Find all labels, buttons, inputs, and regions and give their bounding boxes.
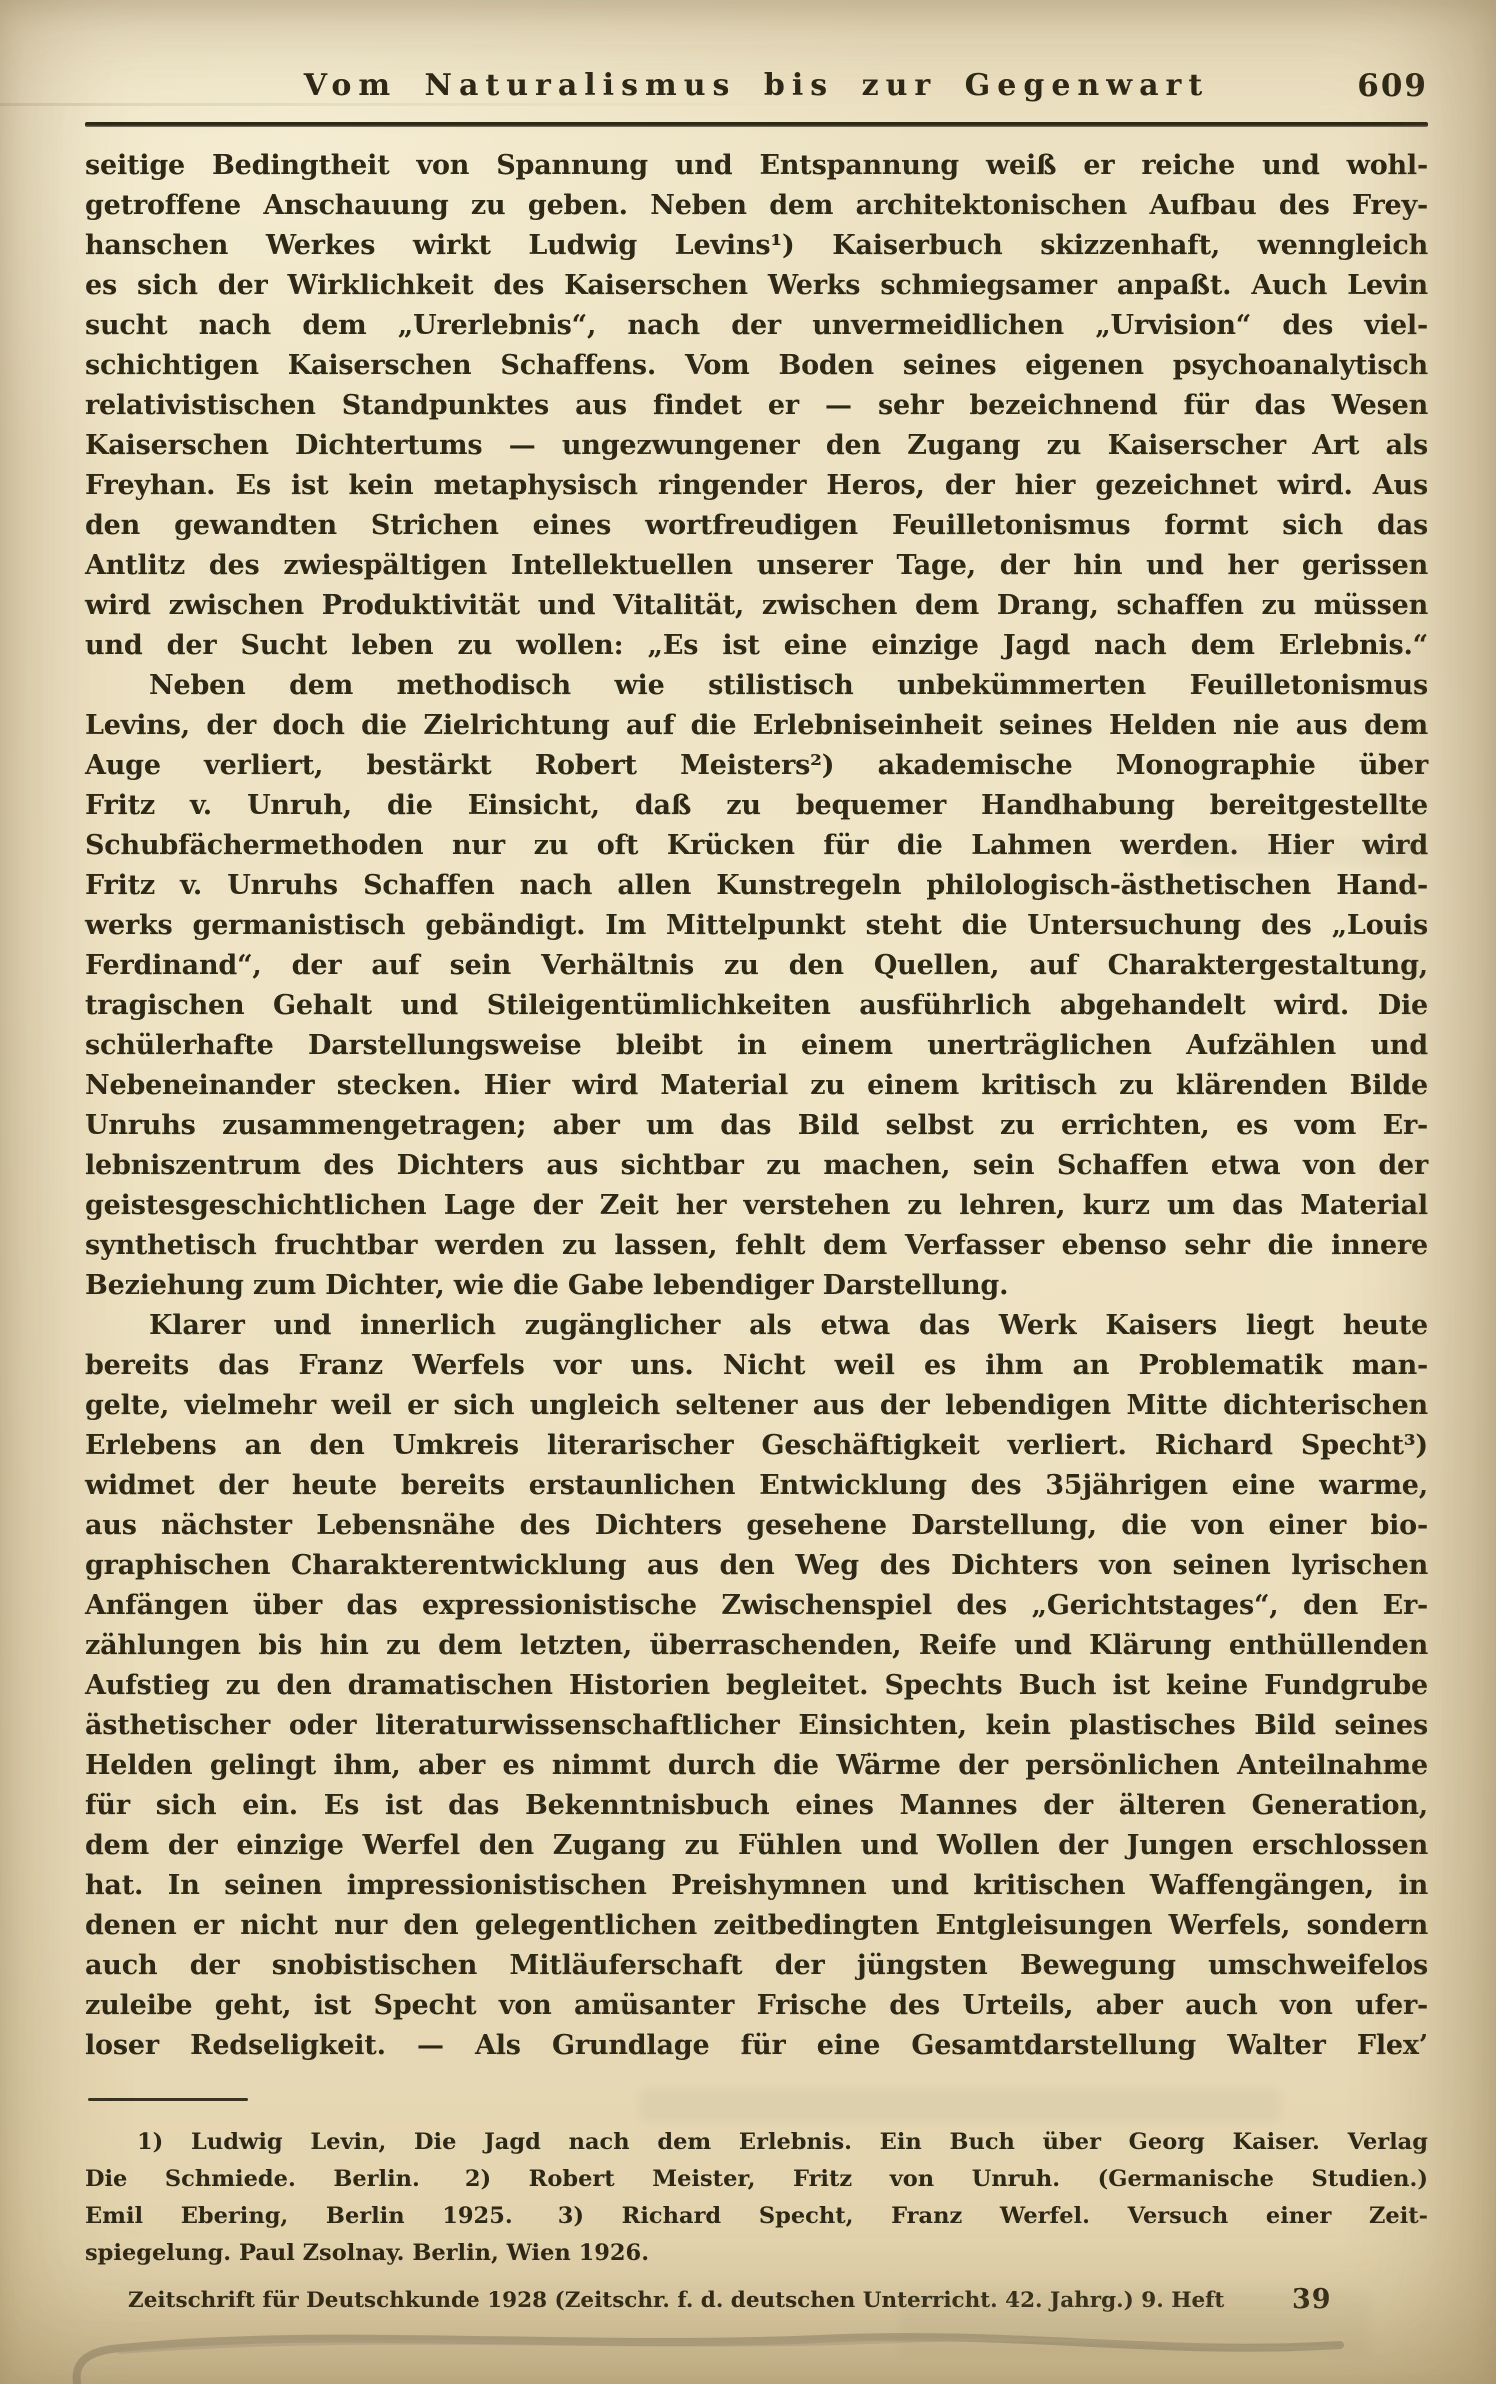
text-line: synthetisch fruchtbar werden zu lassen, fehlt dem Verfasser ebenso sehr die innere bbox=[85, 1230, 1428, 1261]
text-line: es sich der Wirklichkeit des Kaiserschen Werks schmiegsamer anpaßt. Auch Levin bbox=[85, 270, 1428, 301]
text-line: Fritz v. Unruhs Schaffen nach allen Kunstregeln philologisch-ästhetischen Hand- bbox=[85, 870, 1428, 901]
text-line: gelte, vielmehr weil er sich ungleich seltener aus der lebendigen Mitte dichterischen bbox=[85, 1390, 1428, 1421]
text-line: tragischen Gehalt und Stileigentümlichkeiten ausführlich abgehandelt wird. Die bbox=[85, 990, 1428, 1021]
journal-imprint: Zeitschrift für Deutschkunde 1928 (Zeitschr. f. d. deutschen Unterricht. 42. Jahrg.) 9. Heft bbox=[128, 2288, 1225, 2313]
footnote-separator bbox=[88, 2098, 248, 2101]
text-line: Levins, der doch die Zielrichtung auf die Erlebniseinheit seines Helden nie aus dem bbox=[85, 710, 1428, 741]
text-line: Fritz v. Unruh, die Einsicht, daß zu bequemer Handhabung bereitgestellte bbox=[85, 790, 1428, 821]
running-title: Vom Naturalismus bis zur Gegenwart bbox=[303, 68, 1210, 103]
page-number: 609 bbox=[1357, 68, 1428, 104]
text-line: Anfängen über das expressionistische Zwischenspiel des „Gerichtstages“, den Er- bbox=[85, 1590, 1428, 1621]
text-line: lebniszentrum des Dichters aus sichtbar zu machen, sein Schaffen etwa von der bbox=[85, 1150, 1428, 1181]
text-line: den gewandten Strichen eines wortfreudigen Feuilletonismus formt sich das bbox=[85, 510, 1428, 541]
text-line: graphischen Charakterentwicklung aus den Weg des Dichters von seinen lyrischen bbox=[85, 1550, 1428, 1581]
text-line: werks germanistisch gebändigt. Im Mittelpunkt steht die Untersuchung des „Louis bbox=[85, 910, 1428, 941]
text-line: Ferdinand“, der auf sein Verhältnis zu den Quellen, auf Charaktergestaltung, bbox=[85, 950, 1428, 981]
text-line: Beziehung zum Dichter, wie die Gabe lebendiger Darstellung. bbox=[85, 1270, 1009, 1301]
text-line: Auge verliert, bestärkt Robert Meisters²) akademische Monographie über bbox=[85, 750, 1428, 781]
sheet-signature: 39 bbox=[1292, 2284, 1332, 2315]
text-line: Schubfächermethoden nur zu oft Krücken für die Lahmen werden. Hier wird bbox=[85, 830, 1428, 861]
text-line: ästhetischer oder literaturwissenschaftlicher Einsichten, kein plastisches Bild seines bbox=[85, 1710, 1428, 1741]
text-line: und der Sucht leben zu wollen: „Es ist eine einzige Jagd nach dem Erlebnis.“ bbox=[85, 630, 1428, 661]
header-rule bbox=[85, 122, 1428, 127]
text-line: Aufstieg zu den dramatischen Historien begleitet. Spechts Buch ist keine Fundgrube bbox=[85, 1670, 1428, 1701]
text-line: hat. In seinen impressionistischen Preishymnen und kritischen Waffengängen, in bbox=[85, 1870, 1428, 1901]
text-line: dem der einzige Werfel den Zugang zu Fühlen und Wollen der Jungen erschlossen bbox=[85, 1830, 1428, 1861]
text-line: schülerhafte Darstellungsweise bleibt in einem unerträglichen Aufzählen und bbox=[85, 1030, 1428, 1061]
text-line: Freyhan. Es ist kein metaphysisch ringender Heros, der hier gezeichnet wird. Aus bbox=[85, 470, 1428, 501]
text-line: relativistischen Standpunktes aus findet er — sehr bezeichnend für das Wesen bbox=[85, 390, 1428, 421]
text-line: denen er nicht nur den gelegentlichen zeitbedingten Entgleisungen Werfels, sondern bbox=[85, 1910, 1428, 1941]
body-text bbox=[85, 146, 1428, 2066]
footnote-line: 1) Ludwig Levin, Die Jagd nach dem Erlebnis. Ein Buch über Georg Kaiser. Verlag bbox=[137, 2129, 1428, 2155]
text-line: auch der snobistischen Mitläuferschaft der jüngsten Bewegung umschweifelos bbox=[85, 1950, 1428, 1981]
footnote-line: Die Schmiede. Berlin. 2) Robert Meister, Fritz von Unruh. (Germanische Studien.) bbox=[85, 2166, 1428, 2192]
text-line: wird zwischen Produktivität und Vitalität, zwischen dem Drang, schaffen zu müssen bbox=[85, 590, 1428, 621]
text-line: geistesgeschichtlichen Lage der Zeit her verstehen zu lehren, kurz um das Material bbox=[85, 1190, 1428, 1221]
text-line: Helden gelingt ihm, aber es nimmt durch die Wärme der persönlichen Anteilnahme bbox=[85, 1750, 1428, 1781]
text-line: loser Redseligkeit. — Als Grundlage für eine Gesamtdarstellung Walter Flex’ bbox=[85, 2030, 1428, 2061]
footnote-line: Emil Ebering, Berlin 1925. 3) Richard Specht, Franz Werfel. Versuch einer Zeit- bbox=[85, 2203, 1428, 2229]
text-line: für sich ein. Es ist das Bekenntnisbuch eines Mannes der älteren Generation, bbox=[85, 1790, 1428, 1821]
bleed-through-smudge bbox=[640, 2088, 1280, 2122]
text-line: Erlebens an den Umkreis literarischer Geschäftigkeit verliert. Richard Specht³) bbox=[85, 1430, 1428, 1461]
text-line: zuleibe geht, ist Specht von amüsanter Frische des Urteils, aber auch von ufer- bbox=[85, 1990, 1428, 2021]
text-line: widmet der heute bereits erstaunlichen Entwicklung des 35jährigen eine warme, bbox=[85, 1470, 1428, 1501]
text-line: schichtigen Kaiserschen Schaffens. Vom Boden seines eigenen psychoanalytisch bbox=[85, 350, 1428, 381]
text-line: aus nächster Lebensnähe des Dichters gesehene Darstellung, die von einer bio- bbox=[85, 1510, 1428, 1541]
text-line: seitige Bedingtheit von Spannung und Entspannung weiß er reiche und wohl- bbox=[85, 150, 1428, 181]
text-line: Antlitz des zwiespältigen Intellektuellen unserer Tage, der hin und her gerissen bbox=[85, 550, 1428, 581]
text-line: Klarer und innerlich zugänglicher als etwa das Werk Kaisers liegt heute bbox=[149, 1310, 1428, 1341]
text-line: sucht nach dem „Urerlebnis“, nach der unvermeidlichen „Urvision“ des viel- bbox=[85, 310, 1428, 341]
text-line: Nebeneinander stecken. Hier wird Material zu einem kritisch zu klärenden Bilde bbox=[85, 1070, 1428, 1101]
text-line: hanschen Werkes wirkt Ludwig Levins¹) Kaiserbuch skizzenhaft, wenngleich bbox=[85, 230, 1428, 261]
text-line: Neben dem methodisch wie stilistisch unbekümmerten Feuilletonismus bbox=[149, 670, 1428, 701]
text-line: getroffene Anschauung zu geben. Neben dem architektonischen Aufbau des Frey- bbox=[85, 190, 1428, 221]
running-head bbox=[85, 68, 1428, 112]
text-line: zählungen bis hin zu dem letzten, überraschenden, Reife und Klärung enthüllenden bbox=[85, 1630, 1428, 1661]
text-line: Kaiserschen Dichtertums — ungezwungener den Zugang zu Kaiserscher Art als bbox=[85, 430, 1428, 461]
footnotes bbox=[85, 2124, 1428, 2272]
text-line: bereits das Franz Werfels vor uns. Nicht weil es ihm an Problematik man- bbox=[85, 1350, 1428, 1381]
text-line: Unruhs zusammengetragen; aber um das Bild selbst zu errichten, es vom Er- bbox=[85, 1110, 1428, 1141]
footnote-line: spiegelung. Paul Zsolnay. Berlin, Wien 1926. bbox=[85, 2240, 650, 2266]
